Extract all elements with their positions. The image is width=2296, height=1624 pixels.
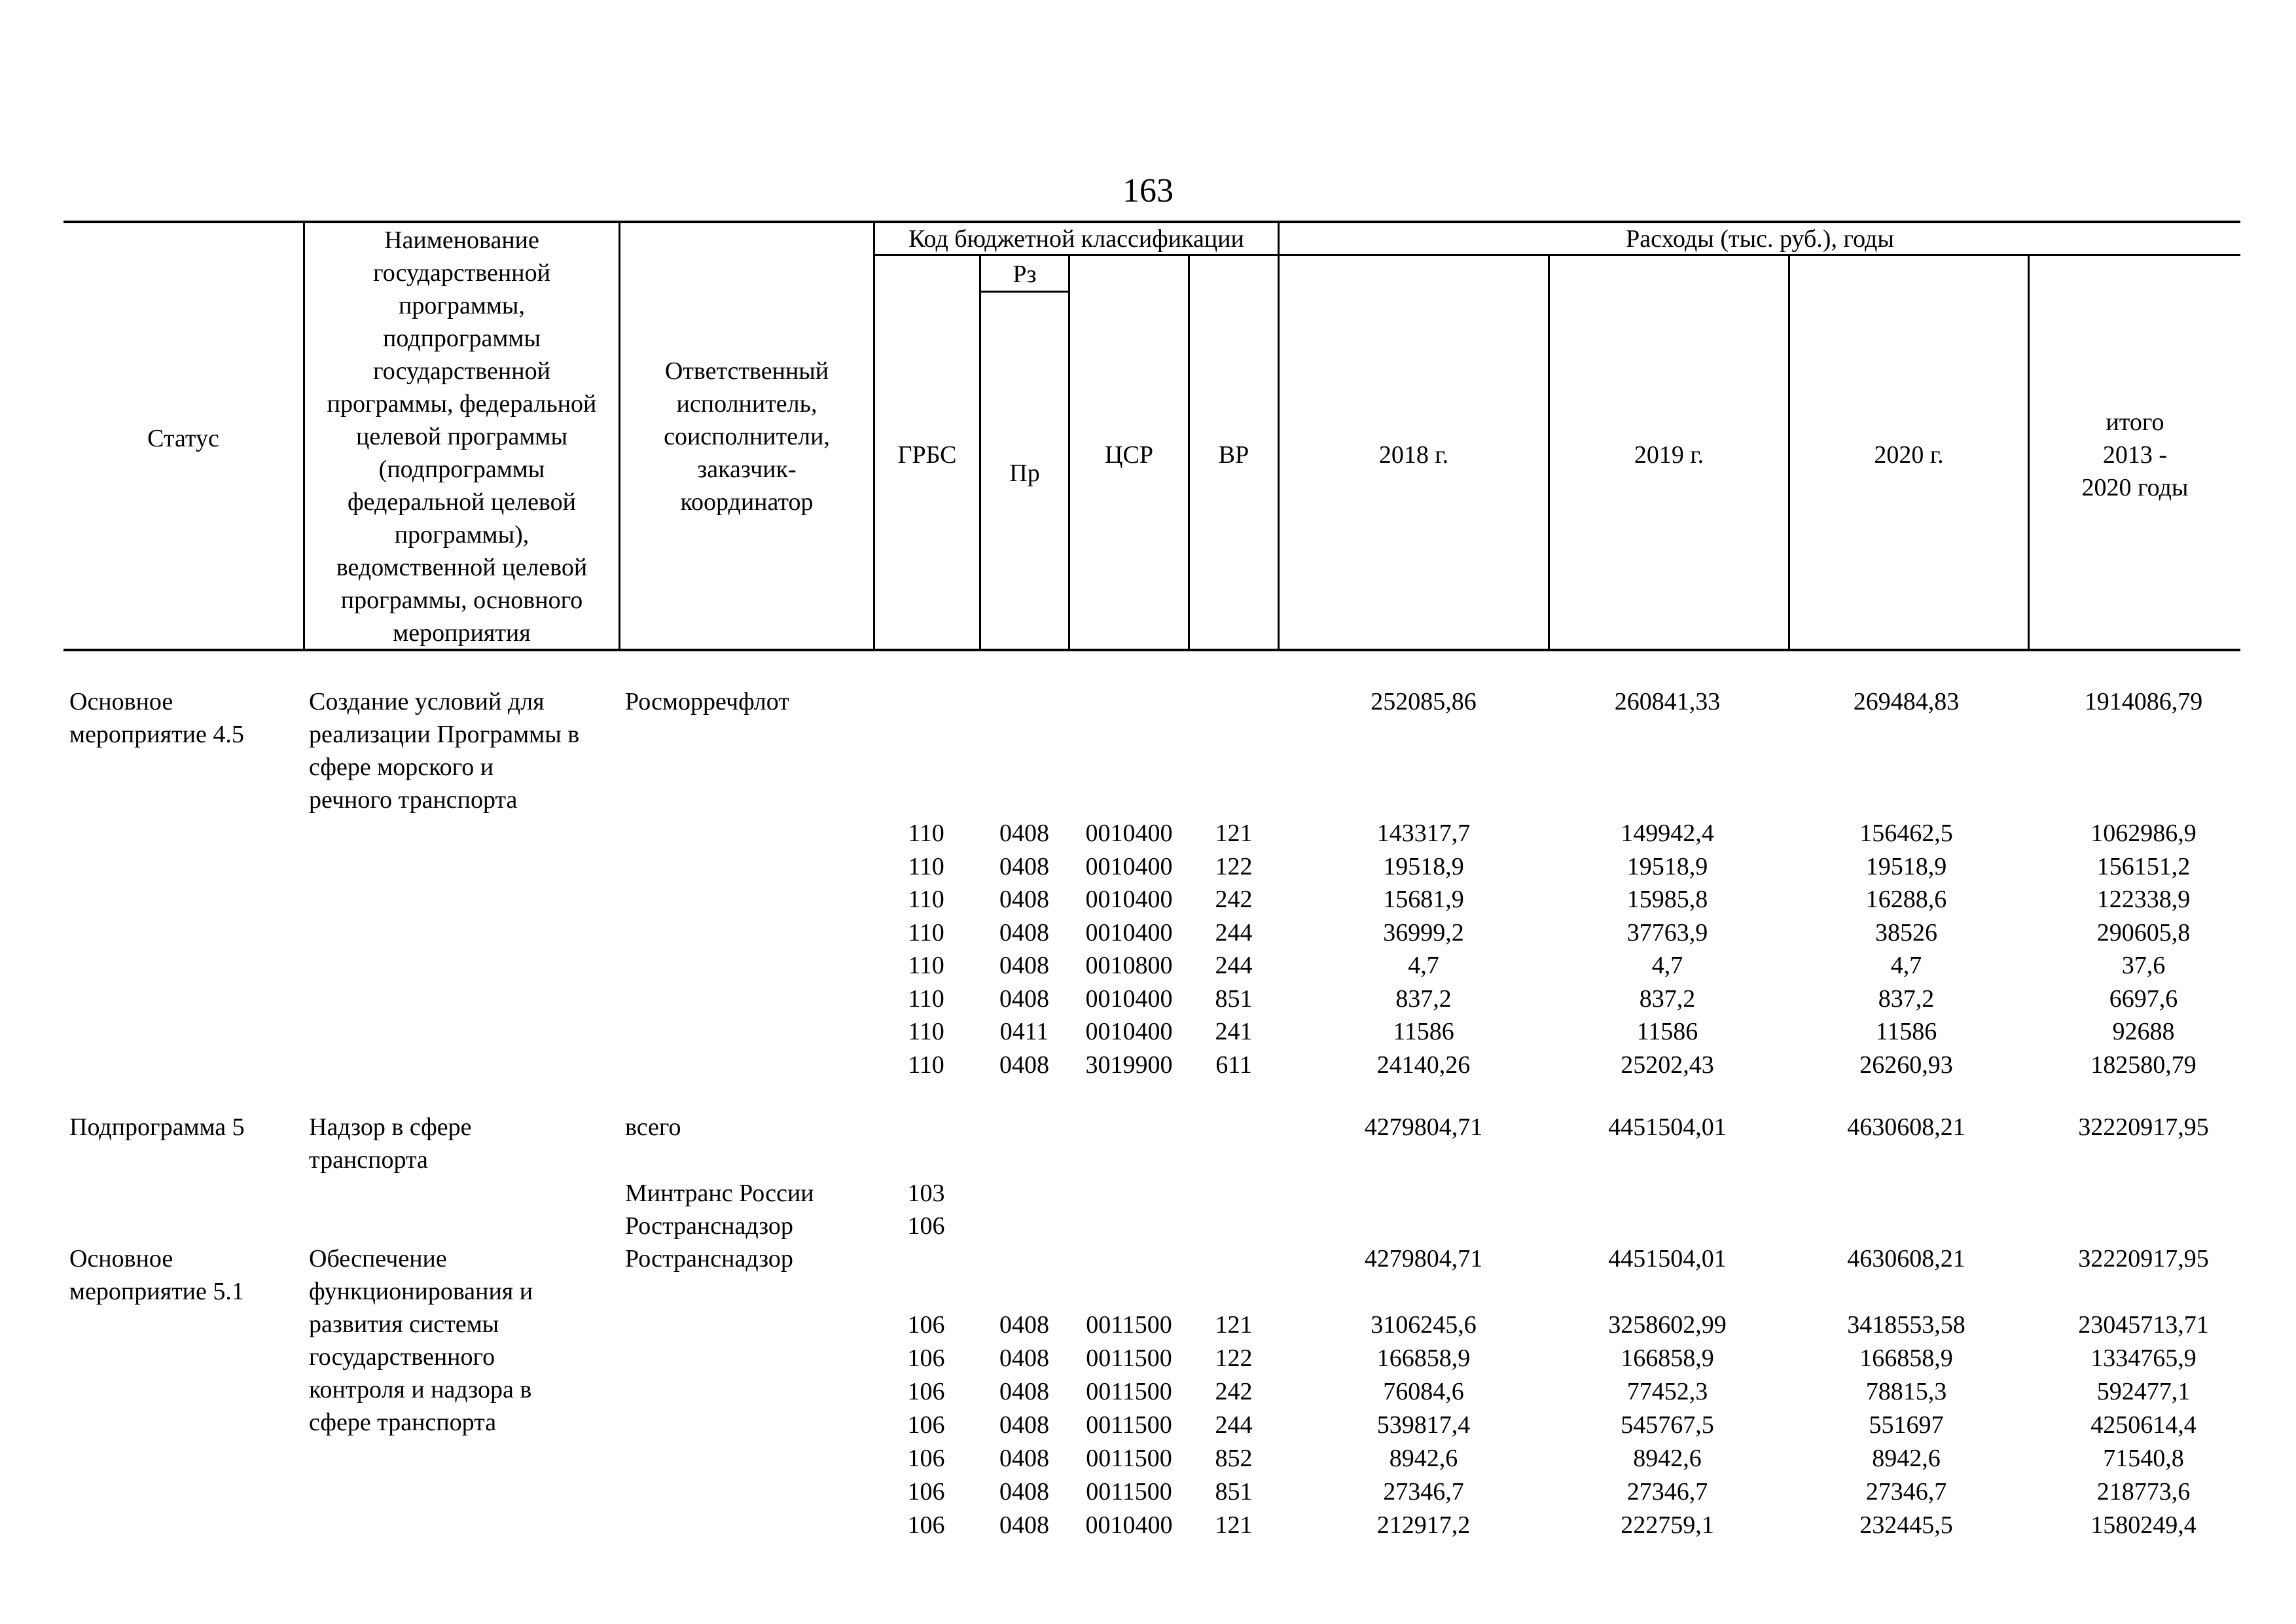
cell-2018: 36999,2	[1383, 918, 1464, 947]
section-2019: 260841,33	[1614, 688, 1721, 715]
cell-2019: 27346,7	[1626, 1478, 1708, 1506]
section-2019: 4451504,01	[1608, 1113, 1727, 1141]
section-2020: 4630608,21	[1847, 1245, 1965, 1272]
section-2020: 4630608,21	[1847, 1113, 1965, 1141]
sub-executor-name: Минтранс России	[625, 1180, 814, 1207]
cell-2019: 77452,3	[1626, 1378, 1708, 1405]
cell-vr: 121	[1215, 1311, 1253, 1339]
cell-total: 122338,9	[2096, 886, 2191, 913]
header-grbs: ГРБС	[897, 441, 957, 469]
cell-grbs: 106	[907, 1344, 945, 1372]
cell-csr: 0010400	[1085, 984, 1173, 1013]
cell-grbs: 106	[907, 1311, 945, 1339]
cell-rz-pr: 0408	[999, 918, 1049, 947]
header-vr: ВР	[1218, 441, 1249, 469]
cell-2018: 15681,9	[1383, 886, 1464, 913]
cell-total: 592477,1	[2096, 1378, 2191, 1405]
cell-vr: 242	[1215, 1378, 1253, 1405]
cell-vr: 851	[1215, 1478, 1253, 1506]
cell-csr: 0011500	[1086, 1344, 1172, 1372]
cell-grbs: 110	[908, 820, 944, 847]
cell-rz-pr: 0411	[999, 1018, 1049, 1045]
cell-csr: 3019900	[1085, 1051, 1173, 1079]
section-total: 32220917,95	[2078, 1113, 2209, 1141]
cell-2019: 222759,1	[1621, 1511, 1714, 1539]
cell-2019: 19518,9	[1626, 852, 1708, 880]
cell-vr: 241	[1215, 1018, 1253, 1045]
cell-csr: 0011500	[1086, 1478, 1172, 1506]
cell-2020: 551697	[1869, 1411, 1944, 1439]
cell-csr: 0011500	[1086, 1445, 1172, 1472]
header-executor: Ответственный исполнитель, соисполнители, заказчик- координатор	[664, 357, 830, 516]
cell-2020: 38526	[1875, 918, 1937, 947]
header-pr: Пр	[1009, 460, 1040, 487]
cell-vr: 242	[1215, 886, 1253, 913]
cell-2019: 4,7	[1651, 952, 1683, 979]
cell-grbs: 106	[907, 1478, 945, 1506]
cell-2020: 78815,3	[1865, 1378, 1947, 1405]
header-rz: Рз	[1013, 261, 1037, 288]
header-expenses-group: Расходы (тыс. руб.), годы	[1626, 225, 1894, 253]
cell-2018: 19518,9	[1383, 852, 1464, 880]
cell-2018: 11586	[1393, 1018, 1454, 1045]
header-status: Статус	[147, 425, 219, 452]
cell-grbs: 110	[908, 886, 944, 913]
cell-total: 1580249,4	[2090, 1511, 2197, 1539]
cell-vr: 852	[1215, 1445, 1253, 1472]
cell-2019: 15985,8	[1626, 886, 1708, 913]
cell-2020: 232445,5	[1859, 1511, 1953, 1539]
cell-2018: 143317,7	[1376, 820, 1471, 847]
cell-grbs: 110	[908, 1051, 944, 1079]
section-name: Обеспечение функционирования и развития системы государственного контроля и надзора в сфере транспорта	[309, 1245, 533, 1436]
cell-2019: 37763,9	[1626, 918, 1708, 947]
sub-executor-grbs: 103	[907, 1180, 945, 1207]
cell-rz-pr: 0408	[999, 984, 1049, 1013]
cell-2019: 149942,4	[1621, 820, 1714, 847]
cell-total: 37,6	[2121, 952, 2166, 979]
cell-rz-pr: 0408	[999, 1344, 1049, 1372]
section-executor: всего	[625, 1113, 681, 1141]
header-code-group: Код бюджетной классификации	[908, 225, 1244, 253]
cell-csr: 0010400	[1085, 1018, 1173, 1045]
cell-csr: 0010400	[1085, 852, 1173, 880]
cell-grbs: 110	[908, 984, 944, 1013]
cell-2018: 8942,6	[1389, 1445, 1458, 1472]
cell-2019: 11586	[1636, 1018, 1698, 1045]
cell-total: 156151,2	[2096, 852, 2191, 880]
cell-2018: 4,7	[1408, 952, 1439, 979]
cell-2020: 3418553,58	[1847, 1311, 1965, 1339]
cell-total: 71540,8	[2103, 1445, 2184, 1472]
cell-total: 23045713,71	[2078, 1311, 2209, 1339]
cell-2018: 837,2	[1395, 984, 1452, 1013]
header-2020: 2020 г.	[1874, 441, 1944, 469]
cell-2018: 539817,4	[1376, 1411, 1471, 1439]
cell-csr: 0010400	[1085, 820, 1173, 847]
cell-vr: 122	[1215, 852, 1253, 880]
cell-rz-pr: 0408	[999, 1511, 1049, 1539]
cell-total: 92688	[2112, 1018, 2175, 1045]
cell-grbs: 110	[908, 952, 944, 979]
cell-rz-pr: 0408	[999, 1311, 1049, 1339]
cell-grbs: 110	[908, 852, 944, 880]
divider-code-expenses	[1278, 221, 1280, 651]
sub-executor-grbs: 106	[907, 1212, 945, 1240]
section-status: Основное мероприятие 5.1	[69, 1245, 244, 1305]
cell-grbs: 110	[908, 918, 944, 947]
cell-2018: 76084,6	[1383, 1378, 1464, 1405]
section-2018: 4279804,71	[1364, 1245, 1483, 1272]
cell-2019: 545767,5	[1621, 1411, 1714, 1439]
header-2019: 2019 г.	[1634, 441, 1704, 469]
page-number: 163	[1122, 172, 1174, 209]
cell-vr: 851	[1215, 984, 1253, 1013]
cell-vr: 244	[1215, 1411, 1253, 1439]
cell-total: 182580,79	[2090, 1051, 2197, 1079]
cell-vr: 244	[1215, 952, 1253, 979]
cell-2020: 156462,5	[1859, 820, 1953, 847]
cell-vr: 121	[1215, 820, 1253, 847]
cell-total: 1334765,9	[2090, 1344, 2197, 1372]
section-2018: 4279804,71	[1364, 1113, 1483, 1141]
cell-rz-pr: 0408	[999, 1051, 1049, 1079]
section-2020: 269484,83	[1853, 688, 1960, 715]
sub-executor-name: Ространснадзор	[625, 1212, 793, 1240]
cell-total: 290605,8	[2096, 918, 2191, 947]
cell-2020: 8942,6	[1872, 1445, 1941, 1472]
cell-csr: 0011500	[1086, 1311, 1172, 1339]
cell-grbs: 106	[907, 1511, 945, 1539]
rz-rule	[979, 291, 1068, 293]
cell-2018: 166858,9	[1376, 1344, 1471, 1372]
cell-total: 218773,6	[2096, 1478, 2191, 1506]
cell-csr: 0010400	[1085, 1511, 1173, 1539]
cell-rz-pr: 0408	[999, 952, 1049, 979]
cell-2020: 16288,6	[1865, 886, 1947, 913]
cell-rz-pr: 0408	[999, 1445, 1049, 1472]
cell-csr: 0011500	[1086, 1378, 1172, 1405]
section-name: Создание условий для реализации Программы в сфере морского и речного транспорта	[309, 688, 580, 814]
cell-vr: 611	[1215, 1051, 1252, 1079]
cell-total: 1062986,9	[2090, 820, 2197, 847]
cell-rz-pr: 0408	[999, 820, 1049, 847]
cell-2019: 3258602,99	[1608, 1311, 1727, 1339]
cell-2019: 166858,9	[1621, 1344, 1714, 1372]
section-total: 32220917,95	[2078, 1245, 2209, 1272]
header-name: Наименование государственной программы, подпрограммы государственной программы, федеральной целевой программы (подпрограммы федеральной целевой программы), ведомственной целевой программы, основного мероприятия	[327, 226, 597, 647]
cell-total: 6697,6	[2109, 984, 2178, 1013]
cell-csr: 0010400	[1085, 918, 1173, 947]
cell-2018: 212917,2	[1376, 1511, 1471, 1539]
cell-rz-pr: 0408	[999, 886, 1049, 913]
cell-2020: 11586	[1875, 1018, 1937, 1045]
cell-2020: 166858,9	[1859, 1344, 1953, 1372]
section-total: 1914086,79	[2084, 688, 2203, 715]
cell-rz-pr: 0408	[999, 852, 1049, 880]
cell-vr: 122	[1215, 1344, 1253, 1372]
cell-2020: 4,7	[1890, 952, 1922, 979]
header-total: итого 2013 - 2020 годы	[2081, 408, 2189, 501]
section-executor: Росморречфлот	[625, 688, 789, 715]
cell-csr: 0010800	[1085, 952, 1173, 979]
cell-rz-pr: 0408	[999, 1411, 1049, 1439]
cell-grbs: 110	[908, 1018, 944, 1045]
cell-vr: 244	[1215, 918, 1253, 947]
cell-rz-pr: 0408	[999, 1378, 1049, 1405]
cell-vr: 121	[1215, 1511, 1253, 1539]
cell-2020: 26260,93	[1859, 1051, 1953, 1079]
cell-rz-pr: 0408	[999, 1478, 1049, 1506]
cell-grbs: 106	[907, 1411, 945, 1439]
cell-2018: 27346,7	[1383, 1478, 1464, 1506]
section-2018: 252085,86	[1371, 688, 1477, 715]
cell-csr: 0010400	[1085, 886, 1173, 913]
section-2019: 4451504,01	[1608, 1245, 1727, 1272]
divider-grbs-rz	[979, 254, 981, 651]
section-status: Подпрограмма 5	[69, 1113, 245, 1141]
cell-2018: 24140,26	[1376, 1051, 1471, 1079]
cell-2018: 3106245,6	[1371, 1311, 1477, 1339]
cell-2019: 25202,43	[1621, 1051, 1714, 1079]
header-2018: 2018 г.	[1378, 441, 1449, 469]
section-name: Надзор в сфере транспорта	[309, 1113, 472, 1174]
cell-grbs: 106	[907, 1378, 945, 1405]
section-executor: Ространснадзор	[625, 1245, 793, 1272]
divider-executor-code	[873, 221, 875, 651]
cell-2019: 8942,6	[1633, 1445, 1702, 1472]
cell-2019: 837,2	[1639, 984, 1696, 1013]
cell-2020: 27346,7	[1865, 1478, 1947, 1506]
cell-grbs: 106	[907, 1445, 945, 1472]
section-status: Основное мероприятие 4.5	[69, 688, 244, 748]
cell-total: 4250614,4	[2090, 1411, 2197, 1439]
header-csr: ЦСР	[1105, 441, 1153, 469]
cell-2020: 837,2	[1878, 984, 1935, 1013]
cell-2020: 19518,9	[1865, 852, 1947, 880]
cell-csr: 0011500	[1086, 1411, 1172, 1439]
